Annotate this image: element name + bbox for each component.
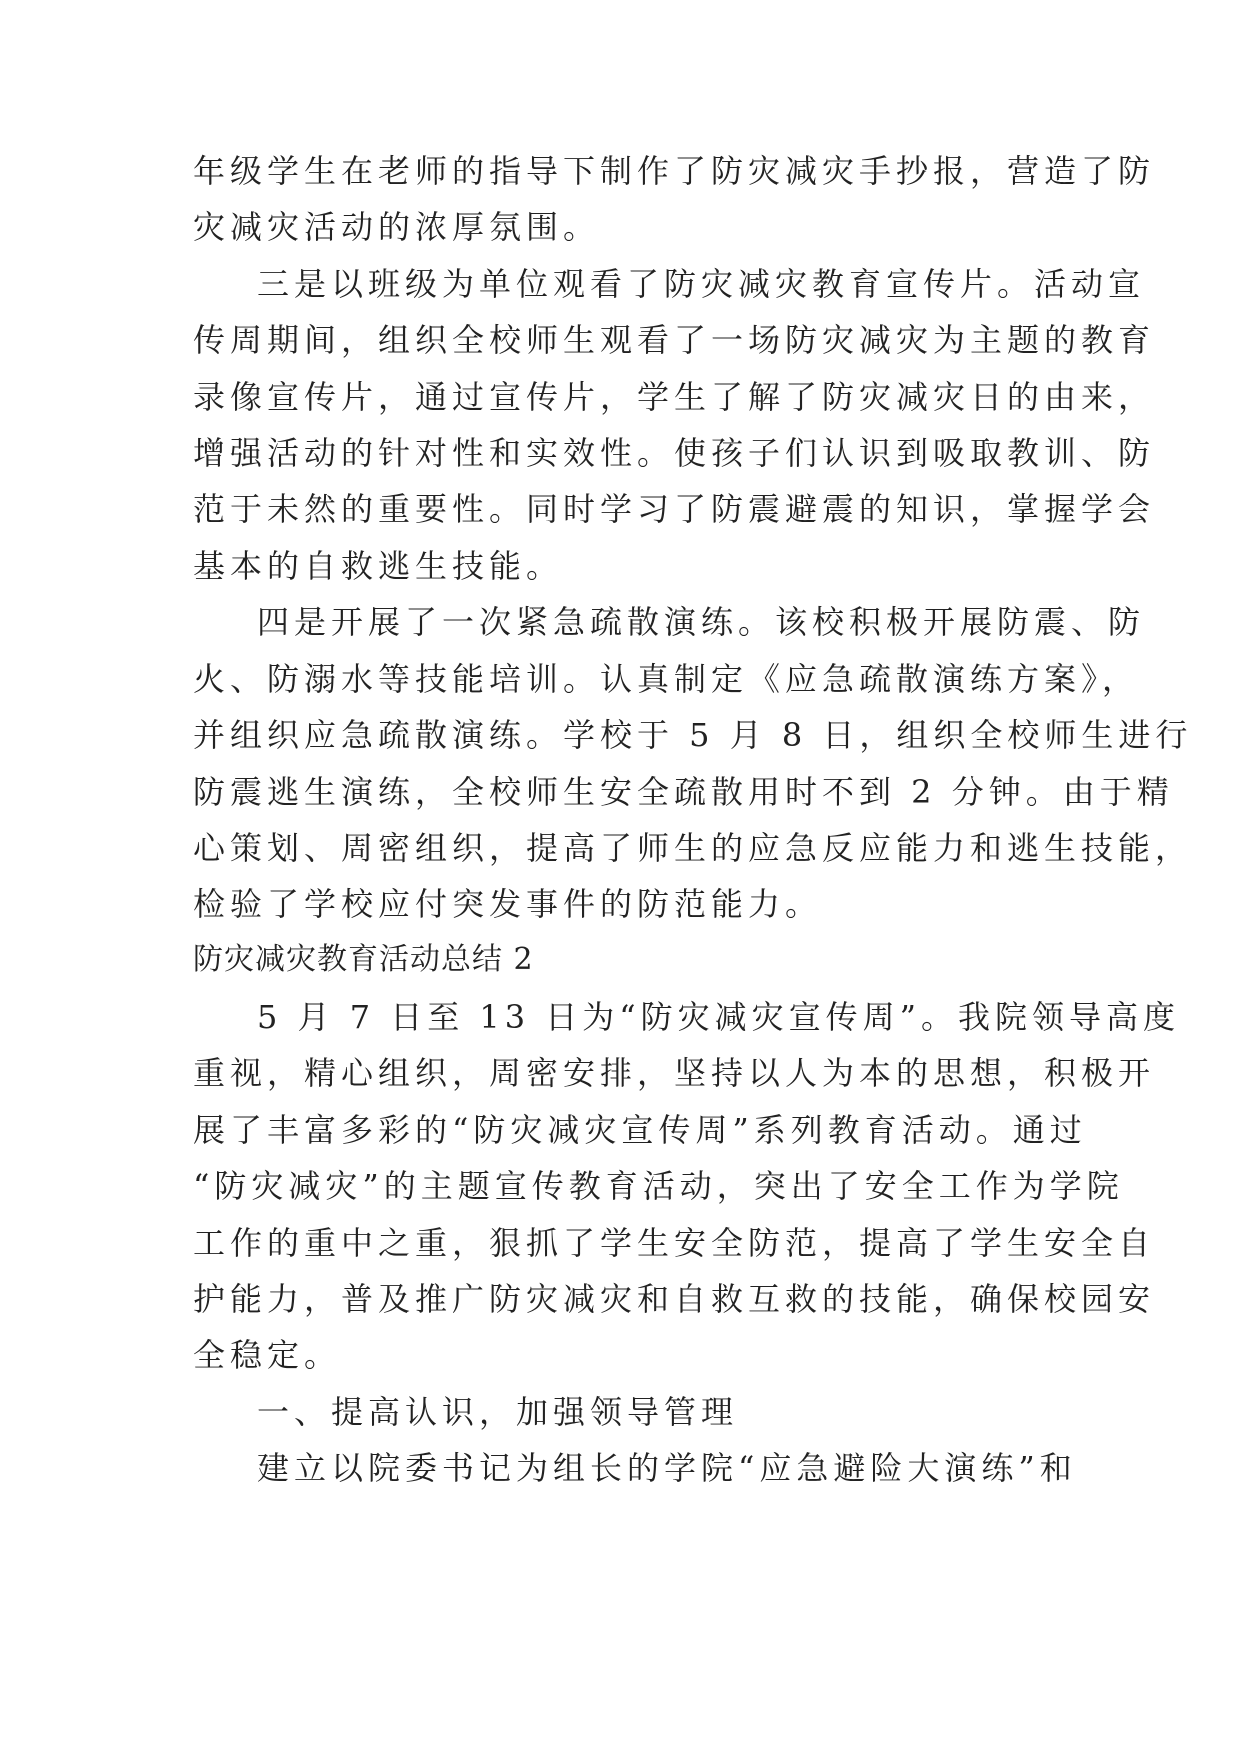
paragraph-start-line: 三是以班级为单位观看了防灾减灾教育宣传片。活动宣 [257,265,1146,303]
text-line: 范于未然的重要性。同时学习了防震避震的知识，掌握学会 [193,490,1156,528]
text-line: 年级学生在老师的指导下制作了防灾减灾手抄报，营造了防 [193,152,1156,190]
paragraph-start-line: 5 月 7 日至 13 日为“防灾减灾宣传周”。我院领导高度 [257,998,1181,1036]
text-line: 并组织应急疏散演练。学校于 5 月 8 日，组织全校师生进行 [193,716,1193,754]
text-line: 火、防溺水等技能培训。认真制定《应急疏散演练方案》， [193,660,1140,698]
paragraph-start-line: 四是开展了一次紧急疏散演练。该校积极开展防震、防 [257,603,1146,641]
text-line: 全稳定。 [193,1336,342,1374]
text-line: 展了丰富多彩的“防灾减灾宣传周”系列教育活动。通过 [193,1111,1087,1149]
text-line: 灾减灾活动的浓厚氛围。 [193,208,601,246]
text-line: 增强活动的针对性和实效性。使孩子们认识到吸取教训、防 [193,434,1156,472]
text-line: “防灾减灾”的主题宣传教育活动，突出了安全工作为学院 [193,1167,1124,1205]
text-line: 检验了学校应付突发事件的防范能力。 [193,885,823,923]
section-heading: 防灾减灾教育活动总结 2 [193,942,534,977]
subheading-line: 一、提高认识，加强领导管理 [257,1393,739,1431]
text-line: 基本的自救逃生技能。 [193,547,564,585]
text-line: 重视，精心组织，周密安排，坚持以人为本的思想，积极开 [193,1054,1156,1092]
text-line: 传周期间，组织全校师生观看了一场防灾减灾为主题的教育 [193,321,1156,359]
text-line: 心策划、周密组织，提高了师生的应急反应能力和逃生技能， [193,829,1193,867]
text-line: 护能力，普及推广防灾减灾和自救互救的技能，确保校园安 [193,1280,1156,1318]
text-line: 防震逃生演练，全校师生安全疏散用时不到 2 分钟。由于精 [193,773,1174,811]
text-line: 录像宣传片，通过宣传片，学生了解了防灾减灾日的由来， [193,378,1156,416]
paragraph-start-line: 建立以院委书记为组长的学院“应急避险大演练”和 [257,1449,1077,1487]
text-line: 工作的重中之重，狠抓了学生安全防范，提高了学生安全自 [193,1224,1156,1262]
